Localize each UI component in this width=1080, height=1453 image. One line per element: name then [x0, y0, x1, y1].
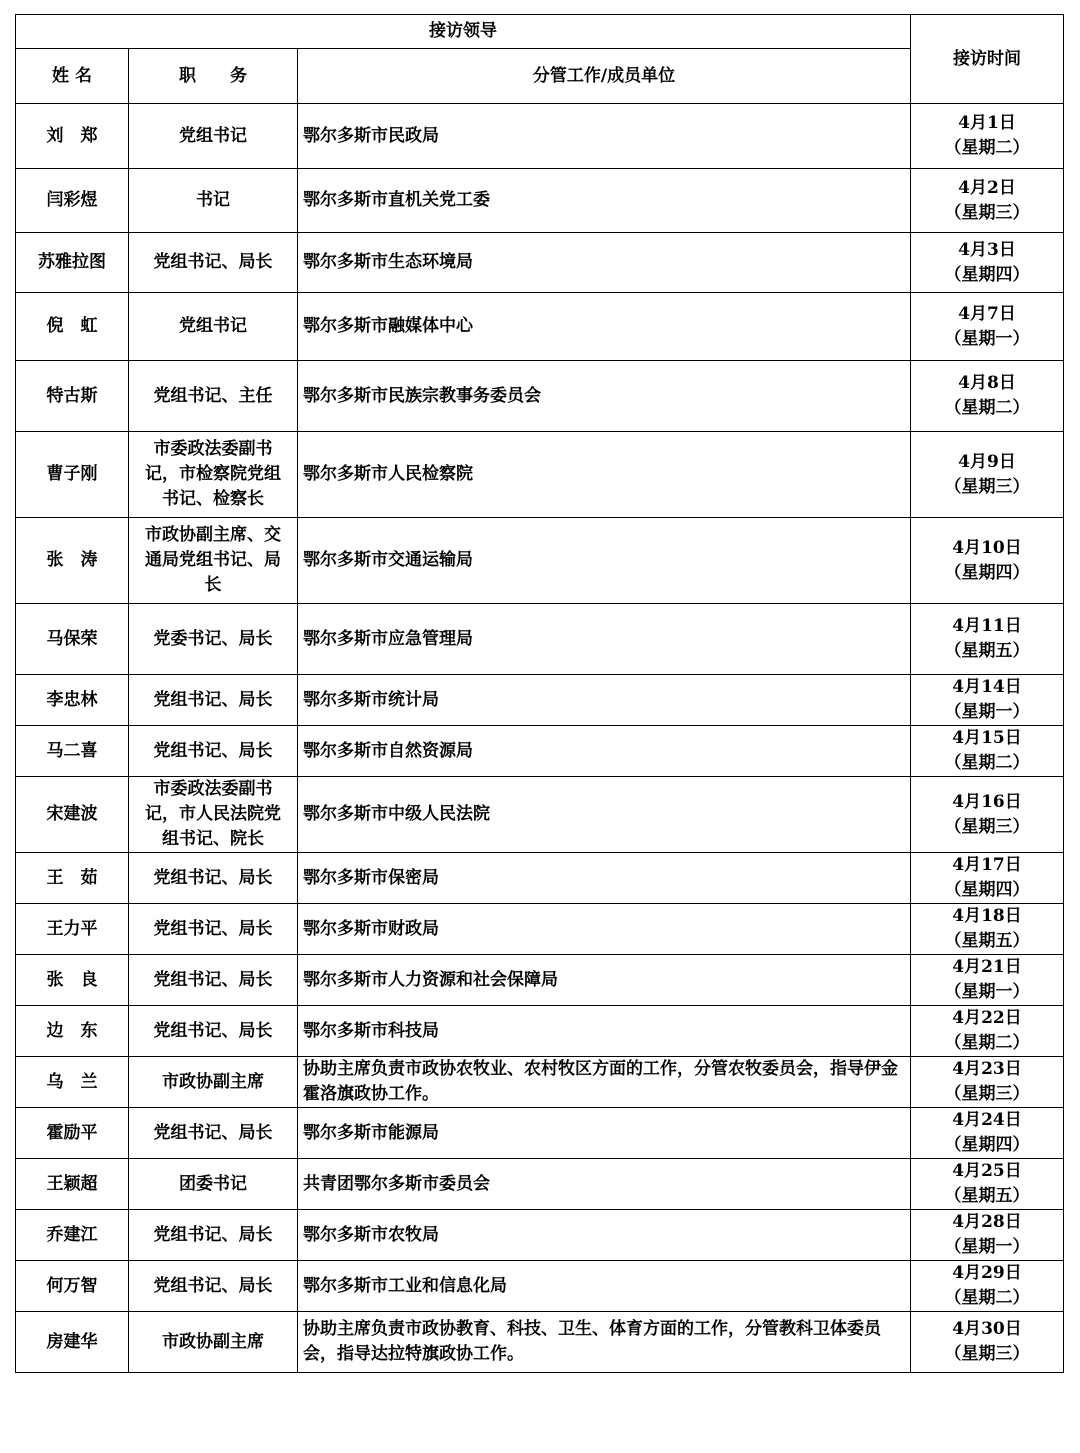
- leader-name: 李忠林: [16, 675, 129, 726]
- leader-name: 曹子刚: [16, 432, 129, 518]
- reception-date: 4月11日 （星期五）: [911, 604, 1064, 675]
- leader-unit: 共青团鄂尔多斯市委员会: [298, 1159, 911, 1210]
- table-row: [16, 1057, 1064, 1108]
- leader-unit: 鄂尔多斯市直机关党工委: [298, 169, 911, 233]
- leader-name: 王颖超: [16, 1159, 129, 1210]
- leader-unit: 鄂尔多斯市统计局: [298, 675, 911, 726]
- leader-unit: 鄂尔多斯市应急管理局: [298, 604, 911, 675]
- leader-unit: 鄂尔多斯市民族宗教事务委员会: [298, 361, 911, 432]
- leader-position: 党组书记、局长: [129, 853, 298, 904]
- reception-date: 4月29日 （星期二）: [911, 1261, 1064, 1312]
- leader-unit: 鄂尔多斯市人力资源和社会保障局: [298, 955, 911, 1006]
- reception-date: 4月9日 （星期三）: [911, 432, 1064, 518]
- reception-date: 4月21日 （星期一）: [911, 955, 1064, 1006]
- leader-position: 党组书记、局长: [129, 726, 298, 777]
- reception-date: 4月10日 （星期四）: [911, 518, 1064, 604]
- header-unit: 分管工作/成员单位: [298, 49, 911, 104]
- table-row: [16, 604, 1064, 675]
- header-row: [16, 49, 1064, 104]
- reception-date: 4月7日 （星期一）: [911, 293, 1064, 361]
- leader-name: 王力平: [16, 904, 129, 955]
- reception-date: 4月17日 （星期四）: [911, 853, 1064, 904]
- table-row: [16, 1159, 1064, 1210]
- leader-unit: 鄂尔多斯市保密局: [298, 853, 911, 904]
- leader-position: 党组书记、局长: [129, 955, 298, 1006]
- leader-unit: 协助主席负责市政协教育、科技、卫生、体育方面的工作，分管教科卫体委员会，指导达拉特旗政协工作。: [298, 1312, 911, 1373]
- leader-name: 宋建波: [16, 777, 129, 853]
- table-row: [16, 169, 1064, 233]
- reception-date: 4月24日 （星期四）: [911, 1108, 1064, 1159]
- leader-position: 市政协副主席: [129, 1312, 298, 1373]
- leader-name: 何万智: [16, 1261, 129, 1312]
- leader-position: 党组书记、局长: [129, 1261, 298, 1312]
- reception-date: 4月30日 （星期三）: [911, 1312, 1064, 1373]
- leader-position: 党组书记、局长: [129, 675, 298, 726]
- leader-name: 乌 兰: [16, 1057, 129, 1108]
- table-row: [16, 955, 1064, 1006]
- table-row: [16, 726, 1064, 777]
- leader-unit: 鄂尔多斯市能源局: [298, 1108, 911, 1159]
- leader-name: 张 良: [16, 955, 129, 1006]
- reception-date: 4月1日 （星期二）: [911, 104, 1064, 169]
- reception-schedule-table: [15, 14, 1064, 1373]
- leader-name: 霍励平: [16, 1108, 129, 1159]
- header-name: 姓 名: [16, 49, 129, 104]
- leader-name: 倪 虹: [16, 293, 129, 361]
- leader-unit: 鄂尔多斯市交通运输局: [298, 518, 911, 604]
- table-row: [16, 293, 1064, 361]
- table-row: [16, 1210, 1064, 1261]
- reception-date: 4月14日 （星期一）: [911, 675, 1064, 726]
- leader-unit: 鄂尔多斯市自然资源局: [298, 726, 911, 777]
- reception-date: 4月8日 （星期二）: [911, 361, 1064, 432]
- leader-unit: 鄂尔多斯市融媒体中心: [298, 293, 911, 361]
- leader-position: 党组书记: [129, 104, 298, 169]
- table-row: [16, 233, 1064, 293]
- leader-unit: 鄂尔多斯市财政局: [298, 904, 911, 955]
- reception-date: 4月18日 （星期五）: [911, 904, 1064, 955]
- leader-unit: 鄂尔多斯市民政局: [298, 104, 911, 169]
- leader-name: 刘 郑: [16, 104, 129, 169]
- header-row-top: [16, 15, 1064, 49]
- leader-unit: 鄂尔多斯市人民检察院: [298, 432, 911, 518]
- table-row: [16, 777, 1064, 853]
- table-row: [16, 1312, 1064, 1373]
- leader-position: 书记: [129, 169, 298, 233]
- table-row: [16, 1261, 1064, 1312]
- header-position: 职 务: [129, 49, 298, 104]
- leader-unit: 鄂尔多斯市中级人民法院: [298, 777, 911, 853]
- leader-name: 边 东: [16, 1006, 129, 1057]
- table-row: [16, 361, 1064, 432]
- leader-name: 苏雅拉图: [16, 233, 129, 293]
- leader-name: 马二喜: [16, 726, 129, 777]
- leader-position: 党组书记、局长: [129, 233, 298, 293]
- table-row: [16, 904, 1064, 955]
- leader-position: 市委政法委副书记，市人民法院党组书记、院长: [129, 777, 298, 853]
- leader-unit: 鄂尔多斯市农牧局: [298, 1210, 911, 1261]
- reception-date: 4月15日 （星期二）: [911, 726, 1064, 777]
- leader-name: 房建华: [16, 1312, 129, 1373]
- leader-position: 党组书记、局长: [129, 1210, 298, 1261]
- leader-name: 特古斯: [16, 361, 129, 432]
- leader-position: 党组书记、局长: [129, 1108, 298, 1159]
- leader-position: 党组书记、主任: [129, 361, 298, 432]
- reception-date: 4月23日 （星期三）: [911, 1057, 1064, 1108]
- header-reception-leader: 接访领导: [16, 15, 911, 49]
- reception-date: 4月3日 （星期四）: [911, 233, 1064, 293]
- table-row: [16, 518, 1064, 604]
- leader-unit: 协助主席负责市政协农牧业、农村牧区方面的工作，分管农牧委员会，指导伊金霍洛旗政协工作。: [298, 1057, 911, 1108]
- leader-name: 马保荣: [16, 604, 129, 675]
- reception-date: 4月22日 （星期二）: [911, 1006, 1064, 1057]
- table-row: [16, 432, 1064, 518]
- table-row: [16, 853, 1064, 904]
- leader-unit: 鄂尔多斯市科技局: [298, 1006, 911, 1057]
- leader-name: 张 涛: [16, 518, 129, 604]
- reception-date: 4月25日 （星期五）: [911, 1159, 1064, 1210]
- reception-date: 4月2日 （星期三）: [911, 169, 1064, 233]
- leader-position: 党组书记、局长: [129, 904, 298, 955]
- leader-position: 党组书记、局长: [129, 1006, 298, 1057]
- leader-position: 市政协副主席、交通局党组书记、局长: [129, 518, 298, 604]
- table-row: [16, 675, 1064, 726]
- leader-position: 党委书记、局长: [129, 604, 298, 675]
- reception-date: 4月16日 （星期三）: [911, 777, 1064, 853]
- leader-position: 市政协副主席: [129, 1057, 298, 1108]
- reception-date: 4月28日 （星期一）: [911, 1210, 1064, 1261]
- leader-unit: 鄂尔多斯市工业和信息化局: [298, 1261, 911, 1312]
- leader-name: 闫彩煜: [16, 169, 129, 233]
- leader-name: 乔建江: [16, 1210, 129, 1261]
- header-reception-time: 接访时间: [911, 15, 1064, 104]
- leader-position: 市委政法委副书记，市检察院党组书记、检察长: [129, 432, 298, 518]
- table-row: [16, 104, 1064, 169]
- leader-position: 团委书记: [129, 1159, 298, 1210]
- leader-unit: 鄂尔多斯市生态环境局: [298, 233, 911, 293]
- leader-position: 党组书记: [129, 293, 298, 361]
- table-row: [16, 1108, 1064, 1159]
- table-row: [16, 1006, 1064, 1057]
- leader-name: 王 茹: [16, 853, 129, 904]
